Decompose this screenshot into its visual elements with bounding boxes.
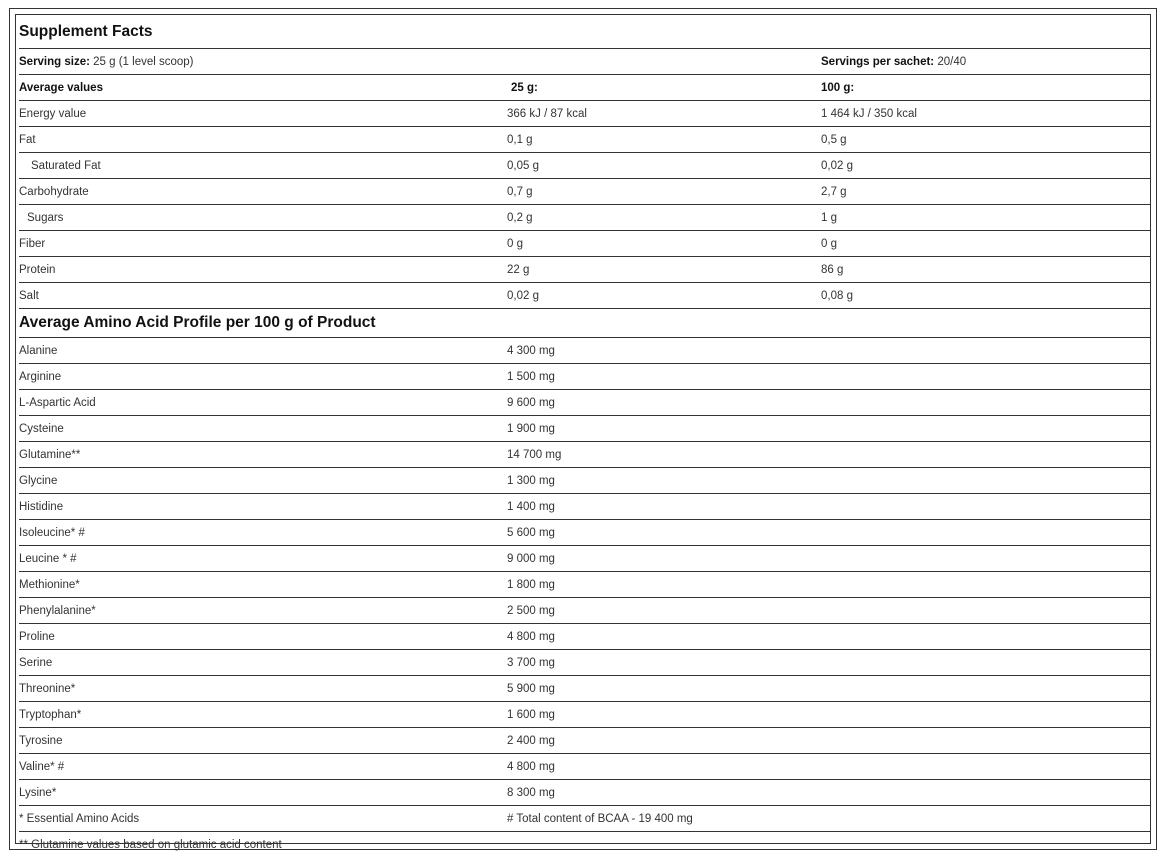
- nutrient-value-25g: 0,2 g: [507, 211, 533, 224]
- amino-name: Glutamine**: [19, 448, 81, 461]
- amino-row: [19, 754, 1150, 780]
- amino-name: Tryptophan*: [19, 708, 82, 721]
- amino-name: Alanine: [19, 344, 58, 357]
- amino-value: 1 300 mg: [507, 474, 555, 487]
- nutrient-name: Saturated Fat: [31, 159, 101, 172]
- amino-name: Leucine * #: [19, 552, 77, 565]
- nutrient-name: Energy value: [19, 107, 87, 120]
- nutrient-name: Fat: [19, 133, 36, 146]
- amino-row: [19, 468, 1150, 494]
- nutrient-value-100g: 2,7 g: [821, 185, 847, 198]
- amino-name: Histidine: [19, 500, 64, 513]
- amino-row: [19, 572, 1150, 598]
- amino-value: 4 800 mg: [507, 630, 555, 643]
- average-values-label: Average values: [19, 81, 103, 94]
- nutrient-value-25g: 0 g: [507, 237, 523, 250]
- nutrient-value-25g: 0,02 g: [507, 289, 539, 302]
- amino-section-title-row: [19, 309, 1150, 338]
- amino-row: [19, 364, 1150, 390]
- amino-value: 9 000 mg: [507, 552, 555, 565]
- amino-row: [19, 442, 1150, 468]
- amino-value: 5 600 mg: [507, 526, 555, 539]
- bcaa-footnote: # Total content of BCAA - 19 400 mg: [507, 812, 693, 825]
- amino-row: [19, 624, 1150, 650]
- amino-row: [19, 676, 1150, 702]
- amino-name: Methionine*: [19, 578, 80, 591]
- amino-row: [19, 546, 1150, 572]
- footnote-row: [19, 832, 1150, 857]
- amino-value: 9 600 mg: [507, 396, 555, 409]
- nutrient-value-25g: 0,7 g: [507, 185, 533, 198]
- nutrient-row: [19, 127, 1150, 153]
- nutrient-value-100g: 1 g: [821, 211, 837, 224]
- page-title: Supplement Facts: [19, 22, 153, 40]
- nutrient-row: [19, 101, 1150, 127]
- nutrient-value-100g: 86 g: [821, 263, 844, 276]
- amino-name: Lysine*: [19, 786, 57, 799]
- nutrient-value-100g: 1 464 kJ / 350 kcal: [821, 107, 917, 120]
- footnote-row: [19, 806, 1150, 832]
- amino-value: 4 300 mg: [507, 344, 555, 357]
- nutrient-name: Fiber: [19, 237, 46, 250]
- amino-value: 1 400 mg: [507, 500, 555, 513]
- amino-row: [19, 494, 1150, 520]
- nutrient-name: Carbohydrate: [19, 185, 89, 198]
- amino-section-title: Average Amino Acid Profile per 100 g of Product: [19, 314, 376, 331]
- amino-value: 1 500 mg: [507, 370, 555, 383]
- amino-name: Glycine: [19, 474, 58, 487]
- nutrient-value-100g: 0,08 g: [821, 289, 853, 302]
- nutrient-row: [19, 153, 1150, 179]
- amino-name: Phenylalanine*: [19, 604, 96, 617]
- amino-name: Arginine: [19, 370, 62, 383]
- amino-row: [19, 598, 1150, 624]
- serving-size-label: Serving size:: [19, 55, 90, 68]
- amino-row: [19, 650, 1150, 676]
- nutrient-value-100g: 0 g: [821, 237, 837, 250]
- amino-value: 1 800 mg: [507, 578, 555, 591]
- nutrient-row: [19, 283, 1150, 309]
- amino-value: 4 800 mg: [507, 760, 555, 773]
- amino-row: [19, 728, 1150, 754]
- nutrient-value-25g: 0,1 g: [507, 133, 533, 146]
- amino-name: Proline: [19, 630, 55, 643]
- amino-name: Valine* #: [19, 760, 65, 773]
- amino-value: 5 900 mg: [507, 682, 555, 695]
- supplement-facts-table: [19, 15, 1150, 857]
- nutrient-name: Protein: [19, 263, 56, 276]
- nutrient-name: Sugars: [27, 211, 64, 224]
- serving-size: [19, 56, 194, 68]
- nutrient-value-25g: 0,05 g: [507, 159, 539, 172]
- amino-value: 2 400 mg: [507, 734, 555, 747]
- amino-row: [19, 520, 1150, 546]
- nutrient-name: Salt: [19, 289, 39, 302]
- servings-per-label: Servings per sachet:: [821, 55, 935, 68]
- outer-frame: [9, 8, 1157, 850]
- servings-per-value: 20/40: [934, 55, 967, 68]
- amino-row: [19, 780, 1150, 806]
- amino-value: 2 500 mg: [507, 604, 555, 617]
- nutrient-row: [19, 257, 1150, 283]
- amino-name: Serine: [19, 656, 53, 669]
- amino-value: 3 700 mg: [507, 656, 555, 669]
- col-25g-header: 25 g:: [511, 81, 538, 94]
- nutrient-value-25g: 22 g: [507, 263, 530, 276]
- nutrient-value-25g: 366 kJ / 87 kcal: [507, 107, 587, 120]
- amino-row: [19, 338, 1150, 364]
- amino-row: [19, 390, 1150, 416]
- nutrient-value-100g: 0,5 g: [821, 133, 847, 146]
- amino-name: L-Aspartic Acid: [19, 396, 96, 409]
- amino-name: Tyrosine: [19, 734, 63, 747]
- nutrient-row: [19, 231, 1150, 257]
- serving-size-value: 25 g (1 level scoop): [89, 55, 194, 68]
- servings-per-sachet: [821, 56, 966, 68]
- nutrient-row: [19, 179, 1150, 205]
- amino-name: Threonine*: [19, 682, 76, 695]
- nutrient-value-100g: 0,02 g: [821, 159, 853, 172]
- amino-name: Isoleucine* #: [19, 526, 85, 539]
- amino-value: 1 900 mg: [507, 422, 555, 435]
- essential-amino-footnote: * Essential Amino Acids: [19, 812, 140, 825]
- amino-row: [19, 702, 1150, 728]
- title-row: [19, 15, 1150, 49]
- inner-frame: [15, 14, 1151, 851]
- nutrient-row: [19, 205, 1150, 231]
- col-100g-header: 100 g:: [821, 81, 855, 94]
- amino-value: 1 600 mg: [507, 708, 555, 721]
- serving-row: [19, 49, 1150, 75]
- amino-value: 8 300 mg: [507, 786, 555, 799]
- average-values-header: [19, 75, 1150, 101]
- glutamine-footnote: ** Glutamine values based on glutamic acid content: [19, 838, 282, 851]
- amino-value: 14 700 mg: [507, 448, 562, 461]
- amino-name: Cysteine: [19, 422, 64, 435]
- amino-row: [19, 416, 1150, 442]
